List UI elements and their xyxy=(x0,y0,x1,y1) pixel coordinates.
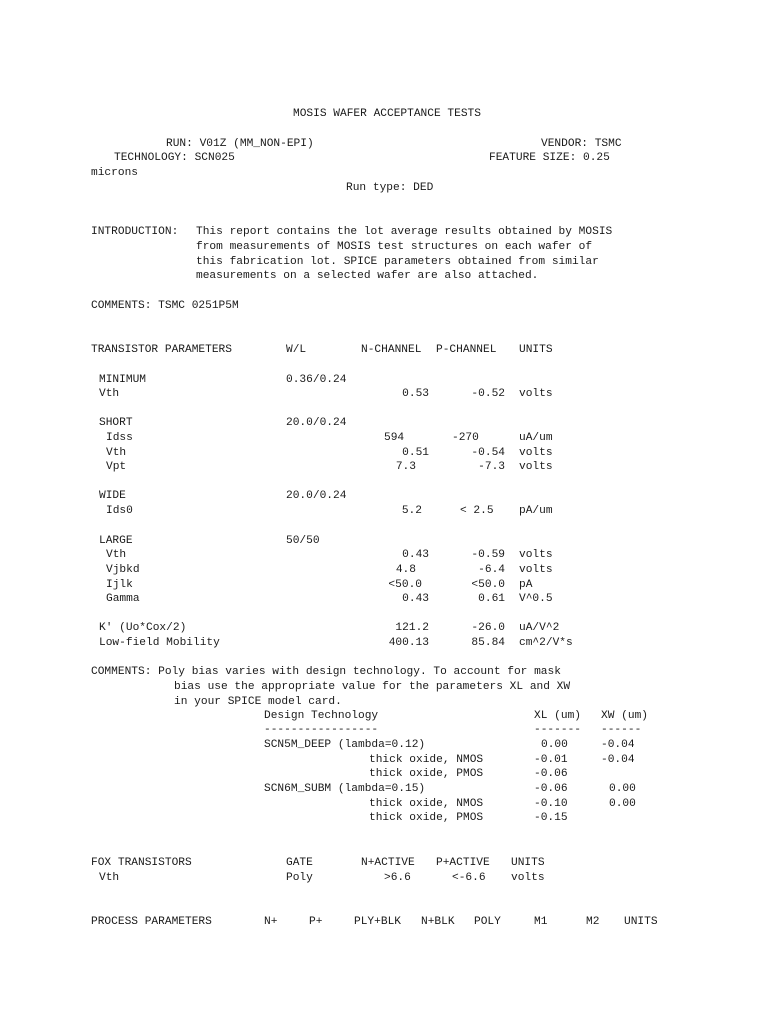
param-name: Vjbkd xyxy=(106,564,140,576)
nchannel-value: 0.53 xyxy=(402,388,429,400)
bias-xl: -0.15 xyxy=(534,812,568,824)
bias-xl: -0.06 xyxy=(534,768,568,780)
pchannel-value: -0.54 xyxy=(471,447,505,459)
group-large-wl: 50/50 xyxy=(286,535,320,547)
units-value: pA/um xyxy=(519,505,553,517)
units-value: cm^2/V*s xyxy=(519,637,573,649)
bias-xl: 0.00 xyxy=(541,739,568,751)
nchannel-value: 0.43 xyxy=(402,593,429,605)
nchannel-value: 5.2 xyxy=(401,505,422,517)
intro-line: from measurements of MOSIS test structures on each wafer of xyxy=(196,241,593,253)
param-name: Vth xyxy=(106,549,127,561)
nchannel-value: 0.51 xyxy=(402,447,429,459)
pchannel-value: < 2.5 xyxy=(460,505,494,517)
vendor: VENDOR: TSMC xyxy=(541,138,622,150)
group-large: LARGE xyxy=(99,535,133,547)
bias-header-tech: Design Technology xyxy=(264,710,379,722)
bias-xl: -0.06 xyxy=(534,783,568,795)
bias-tech: SCN5M_DEEP (lambda=0.12) xyxy=(264,739,426,751)
param-name: Ijlk xyxy=(106,579,133,591)
fox-header-pactive: P+ACTIVE xyxy=(436,857,490,869)
units-value: volts xyxy=(519,461,553,473)
pchannel-value: -0.59 xyxy=(471,549,505,561)
nchannel-value: 0.43 xyxy=(402,549,429,561)
fox-header-nactive: N+ACTIVE xyxy=(361,857,415,869)
bias-header-xl: XL (um) xyxy=(534,710,581,722)
bias-tech: SCN6M_SUBM (lambda=0.15) xyxy=(264,783,426,795)
group-minimum: MINIMUM xyxy=(99,374,146,386)
units-value: pA xyxy=(519,579,533,591)
process-header-plyblk: PLY+BLK xyxy=(354,916,401,928)
run-id: RUN: V01Z (MM_NON-EPI) xyxy=(166,138,314,150)
bias-xw: -0.04 xyxy=(601,739,635,751)
group-wide: WIDE xyxy=(99,490,126,502)
intro-line: This report contains the lot average results obtained by MOSIS xyxy=(196,226,613,238)
nchannel-value: 7.3 xyxy=(395,461,416,473)
param-name: K' (Uo*Cox/2) xyxy=(99,622,187,634)
pchannel-value: -26.0 xyxy=(471,622,505,634)
technology: TECHNOLOGY: SCN025 xyxy=(114,152,235,164)
pchannel-value: -6.4 xyxy=(478,564,505,576)
nchannel-value: 594 xyxy=(384,432,405,444)
pchannel-value: -0.52 xyxy=(471,388,505,400)
fox-param: Vth xyxy=(99,872,120,884)
bias-tech: thick oxide, NMOS xyxy=(369,798,484,810)
group-short-wl: 20.0/0.24 xyxy=(286,417,347,429)
pchannel-value: -270 xyxy=(452,432,479,444)
comments-poly-bias: bias use the appropriate value for the parameters XL and XW xyxy=(174,681,571,693)
process-header-m2: M2 xyxy=(586,916,600,928)
bias-rule: ------ xyxy=(601,724,642,736)
bias-tech: thick oxide, PMOS xyxy=(369,812,484,824)
transistor-header-param: TRANSISTOR PARAMETERS xyxy=(91,344,232,356)
bias-tech: thick oxide, PMOS xyxy=(369,768,484,780)
fox-header-param: FOX TRANSISTORS xyxy=(91,857,192,869)
bias-xw: 0.00 xyxy=(609,798,636,810)
process-header-nplus: N+ xyxy=(264,916,278,928)
param-name: Gamma xyxy=(106,593,140,605)
group-minimum-wl: 0.36/0.24 xyxy=(286,374,347,386)
process-header-units: UNITS xyxy=(624,916,658,928)
units-value: uA/um xyxy=(519,432,553,444)
bias-rule: ----------------- xyxy=(264,724,379,736)
units-value: uA/V^2 xyxy=(519,622,560,634)
intro-line: measurements on a selected wafer are also attached. xyxy=(196,270,539,282)
fox-pactive-value: <-6.6 xyxy=(452,872,486,884)
process-header-nblk: N+BLK xyxy=(421,916,455,928)
nchannel-value: 4.8 xyxy=(395,564,416,576)
process-header-param: PROCESS PARAMETERS xyxy=(91,916,212,928)
bias-rule: ------- xyxy=(534,724,581,736)
fox-header-gate: GATE xyxy=(286,857,313,869)
transistor-header-nchannel: N-CHANNEL xyxy=(361,344,422,356)
process-header-m1: M1 xyxy=(534,916,548,928)
bias-xw: 0.00 xyxy=(609,783,636,795)
fox-gate: Poly xyxy=(286,872,313,884)
process-header-pplus: P+ xyxy=(309,916,323,928)
transistor-header-units: UNITS xyxy=(519,344,553,356)
param-name: Low-field Mobility xyxy=(99,637,220,649)
transistor-header-wl: W/L xyxy=(286,344,307,356)
comments-poly-bias: in your SPICE model card. xyxy=(174,696,342,708)
bias-header-xw: XW (um) xyxy=(601,710,648,722)
report-title: MOSIS WAFER ACCEPTANCE TESTS xyxy=(293,108,481,120)
group-wide-wl: 20.0/0.24 xyxy=(286,490,347,502)
pchannel-value: -7.3 xyxy=(478,461,505,473)
units-value: volts xyxy=(519,447,553,459)
bias-xl: -0.10 xyxy=(534,798,568,810)
fox-units: volts xyxy=(511,872,545,884)
comments-poly-bias: COMMENTS: Poly bias varies with design technology. To account for mask xyxy=(91,666,561,678)
units-value: volts xyxy=(519,388,553,400)
intro-label: INTRODUCTION: xyxy=(91,226,179,238)
process-header-poly: POLY xyxy=(474,916,501,928)
fox-header-units: UNITS xyxy=(511,857,545,869)
param-name: Idss xyxy=(106,432,133,444)
feature-size: FEATURE SIZE: 0.25 xyxy=(489,152,610,164)
bias-xl: -0.01 xyxy=(534,754,568,766)
bias-xw: -0.04 xyxy=(601,754,635,766)
param-name: Ids0 xyxy=(106,505,133,517)
nchannel-value: 121.2 xyxy=(395,622,429,634)
nchannel-value: 400.13 xyxy=(388,637,429,649)
bias-tech: thick oxide, NMOS xyxy=(369,754,484,766)
fox-nactive-value: >6.6 xyxy=(384,872,411,884)
feature-size-units: microns xyxy=(91,167,138,179)
units-value: V^0.5 xyxy=(519,593,553,605)
group-short: SHORT xyxy=(99,417,133,429)
run-type: Run type: DED xyxy=(346,182,434,194)
units-value: volts xyxy=(519,549,553,561)
pchannel-value: 85.84 xyxy=(471,637,505,649)
nchannel-value: <50.0 xyxy=(388,579,422,591)
pchannel-value: 0.61 xyxy=(478,593,505,605)
comments-process: COMMENTS: TSMC 0251P5M xyxy=(91,300,239,312)
units-value: volts xyxy=(519,564,553,576)
intro-line: this fabrication lot. SPICE parameters obtained from similar xyxy=(196,256,599,268)
param-name: Vth xyxy=(106,447,127,459)
param-name: Vpt xyxy=(106,461,127,473)
pchannel-value: <50.0 xyxy=(471,579,505,591)
param-name: Vth xyxy=(99,388,120,400)
transistor-header-pchannel: P-CHANNEL xyxy=(436,344,497,356)
